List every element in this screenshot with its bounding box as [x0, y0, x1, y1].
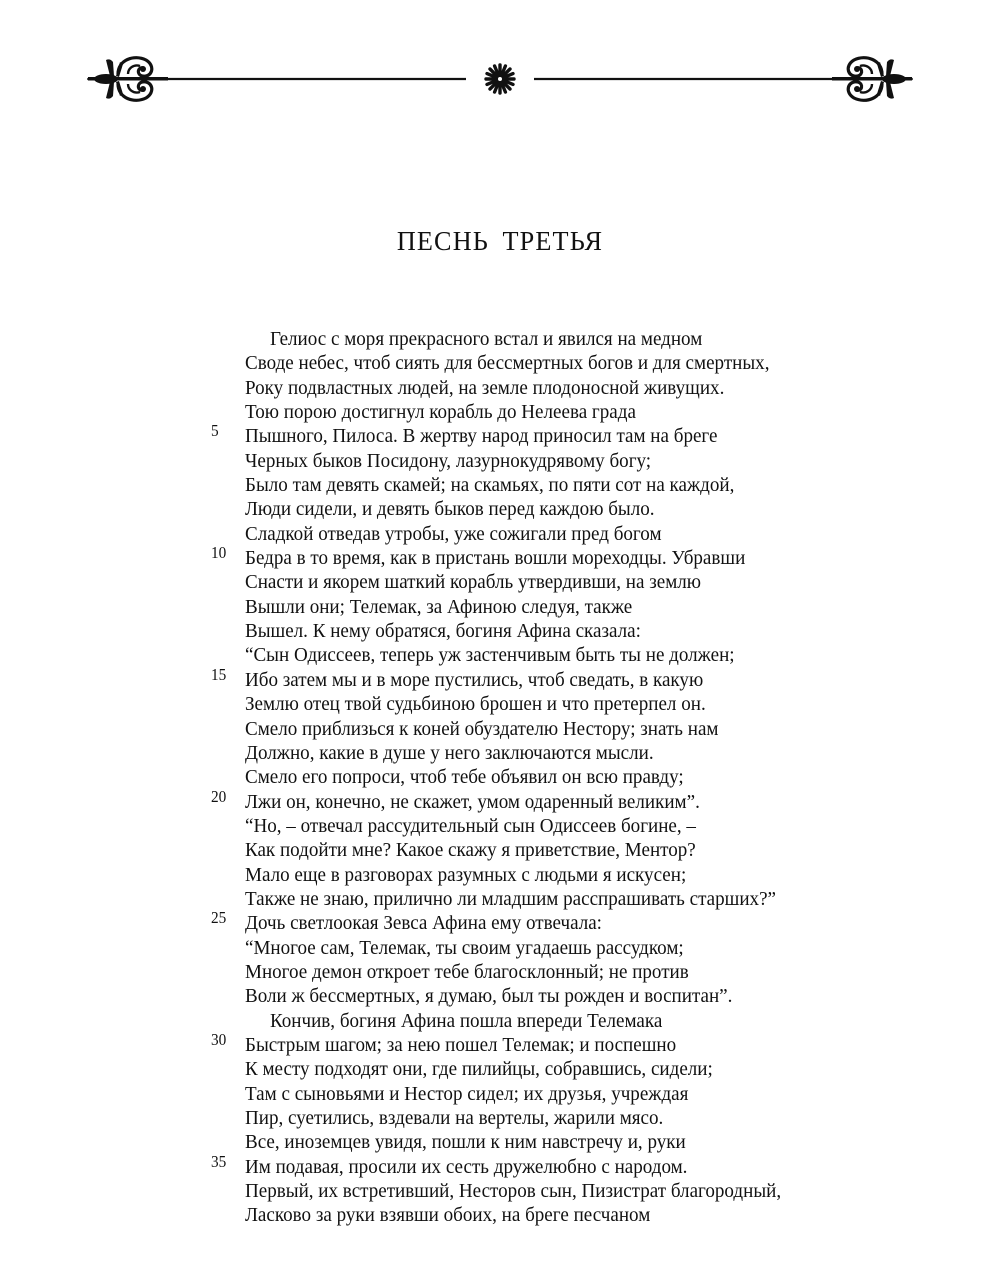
verse-line-text: Там с сыновьями и Нестор сидел; их друзья, учреждая: [245, 1082, 689, 1105]
verse-line-text: Ласково за руки взявши обоих, на бреге песчаном: [245, 1204, 651, 1227]
verse-line-text: К месту подходят они, где пилийцы, собравшись, сидели;: [245, 1058, 713, 1081]
verse-line: [0, 960, 1000, 984]
verse-line: [0, 400, 1000, 424]
verse-line: [0, 765, 1000, 789]
verse-line-text: Смело приблизься к коней обуздателю Нестору; знать нам: [245, 717, 719, 740]
verse-line-text: Многое демон откроет тебе благосклонный; не против: [245, 960, 689, 983]
verse-line-text: Первый, их встретивший, Несторов сын, Пизистрат благородный,: [245, 1180, 782, 1203]
line-number: 5: [211, 421, 219, 441]
verse-line: [0, 619, 1000, 643]
verse-body: [0, 327, 1000, 1228]
verse-line-text: “Сын Одиссеев, теперь уж застенчивым быть ты не должен;: [245, 644, 735, 667]
verse-line: [0, 643, 1000, 667]
verse-line: [0, 543, 1000, 570]
verse-line-text: Люди сидели, и девять быков перед каждою было.: [245, 498, 655, 521]
verse-line: [0, 692, 1000, 716]
verse-line: [0, 1203, 1000, 1227]
verse-line: [0, 838, 1000, 862]
verse-line-text: Также не знаю, прилично ли младшим расспрашивать старших?”: [245, 887, 777, 910]
verse-line: [0, 984, 1000, 1008]
verse-line: [0, 595, 1000, 619]
verse-line-text: Воли ж бессмертных, я думаю, был ты рожден и воспитан”.: [245, 985, 733, 1008]
verse-line-text: Бедра в то время, как в пристань вошли мореходцы. Убравши: [245, 547, 746, 570]
verse-line-text: “Многое сам, Телемак, ты своим угадаешь рассудком;: [245, 936, 684, 959]
verse-line: [0, 887, 1000, 911]
verse-line-text: Землю отец твой судьбиною брошен и что претерпел он.: [245, 693, 706, 716]
verse-line: [0, 863, 1000, 887]
verse-line: [0, 786, 1000, 814]
verse-line: [0, 497, 1000, 521]
verse-line-text: Року подвластных людей, на земле плодоносной живущих.: [245, 376, 725, 399]
verse-line: [0, 1179, 1000, 1203]
line-number: 35: [211, 1151, 227, 1171]
verse-line: [0, 1106, 1000, 1130]
verse-line: [0, 449, 1000, 473]
verse-line-text: Дочь светлоокая Зевса Афина ему отвечала:: [245, 912, 602, 935]
verse-line: [0, 421, 1000, 448]
scroll-flourish-right-icon: [832, 58, 913, 101]
header-ornament: [84, 50, 916, 108]
verse-line-text: Черных быков Посидону, лазурнокудрявому богу;: [245, 449, 652, 472]
verse-line-text: Вышли они; Телемак, за Афиною следуя, также: [245, 595, 633, 618]
asterisk-star-icon: [486, 65, 514, 93]
verse-line: [0, 522, 1000, 546]
verse-line-text: Быстрым шагом; за нею пошел Телемак; и поспешно: [245, 1033, 677, 1056]
verse-line: [0, 1130, 1000, 1154]
scroll-flourish-left-icon: [87, 58, 168, 101]
verse-line: [0, 473, 1000, 497]
verse-line-text: Было там девять скамей; на скамьях, по пяти сот на каждой,: [245, 474, 735, 497]
verse-line-text: Тою порою достигнул корабль до Нелеева града: [245, 401, 636, 424]
verse-line: [0, 936, 1000, 960]
verse-line-text: Должно, какие в душе у него заключаются мысли.: [245, 741, 654, 764]
verse-line-text: Пир, суетились, вздевали на вертелы, жарили мясо.: [245, 1107, 664, 1129]
chapter-title: ПЕСНЬ ТРЕТЬЯ: [396, 226, 604, 256]
line-number: 10: [211, 543, 227, 563]
verse-line-text: Как подойти мне? Какое скажу я приветствие, Ментор?: [245, 839, 696, 862]
verse-line-text: Своде небес, чтоб сиять для бессмертных богов и для смертных,: [245, 352, 770, 375]
verse-line: [0, 717, 1000, 741]
line-number: 20: [211, 786, 227, 806]
verse-line: [0, 814, 1000, 838]
verse-line-text: Им подавая, просили их сесть дружелюбно с народом.: [245, 1155, 688, 1178]
verse-line-text: Гелиос с моря прекрасного встал и явился на медном: [270, 328, 703, 350]
verse-line-text: Все, иноземцев увидя, пошли к ним навстречу и, руки: [245, 1131, 686, 1154]
verse-line: [0, 1009, 1000, 1033]
verse-line: [0, 327, 1000, 351]
verse-line-text: Кончив, богиня Афина пошла впереди Телемака: [270, 1009, 663, 1032]
verse-line-text: Мало еще в разговорах разумных с людьми я искусен;: [245, 863, 687, 886]
verse-line: [0, 1029, 1000, 1057]
verse-line-text: Ибо затем мы и в море пустились, чтоб сведать, в какую: [245, 668, 704, 691]
verse-line: [0, 570, 1000, 594]
verse-line-text: Вышел. К нему обратяся, богиня Афина сказала:: [245, 620, 641, 643]
verse-line: [0, 664, 1000, 692]
verse-line: [0, 1057, 1000, 1081]
verse-line-text: “Но, – отвечал рассудительный сын Одиссеев богине, –: [245, 814, 696, 837]
verse-line-text: Лжи он, конечно, не скажет, умом одаренный великим”.: [245, 790, 700, 813]
verse-line-text: Снасти и якорем шаткий корабль утвердивши, на землю: [245, 571, 702, 594]
verse-line-text: Смело его попроси, чтоб тебе объявил он всю правду;: [245, 766, 684, 789]
line-number: 15: [211, 664, 227, 684]
verse-line: [0, 351, 1000, 375]
verse-line: [0, 741, 1000, 765]
verse-line: [0, 1151, 1000, 1179]
verse-line-text: Пышного, Пилоса. В жертву народ приносил там на бреге: [245, 425, 718, 448]
verse-line-text: Сладкой отведав утробы, уже сожигали пред богом: [245, 522, 662, 545]
verse-line: [0, 1082, 1000, 1106]
verse-line: [0, 908, 1000, 935]
line-number: 25: [211, 908, 227, 928]
line-number: 30: [211, 1029, 227, 1049]
verse-line: [0, 376, 1000, 400]
